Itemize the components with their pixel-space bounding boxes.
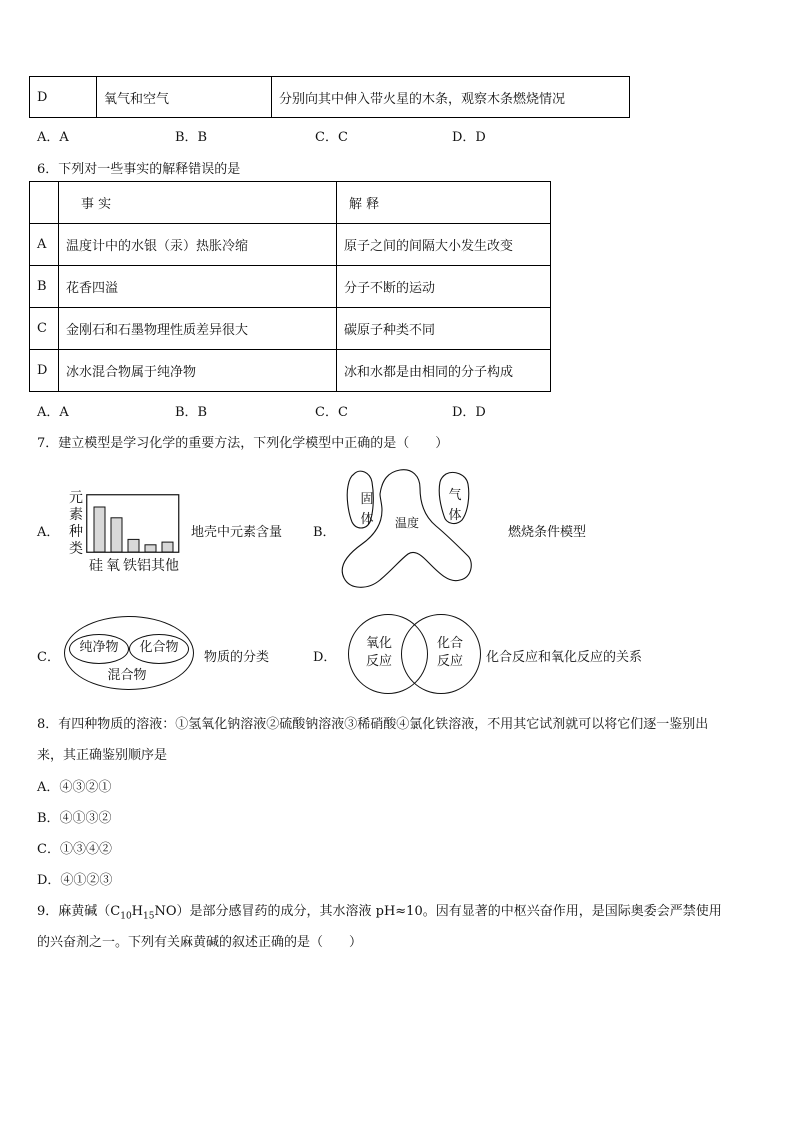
q7a-bar-硅 <box>94 507 105 552</box>
table-row <box>30 308 551 350</box>
q6-row-label: C <box>30 308 59 350</box>
q7a-bar-氧 <box>111 518 122 552</box>
q7c-inner-label-1: 纯净物 <box>79 640 119 655</box>
q6-row-explanation: 分子不断的运动 <box>337 266 551 308</box>
q8-option-b[interactable]: B．④①③② <box>37 811 112 826</box>
q8-option-d[interactable]: D．④①②③ <box>37 873 113 888</box>
q7a-bar-铁 <box>128 539 139 552</box>
q5-option-d[interactable]: D．D <box>452 130 486 145</box>
q7b-temperature-label: 温度 <box>395 516 420 530</box>
q6-options <box>37 401 637 419</box>
q7d-right-label: 化合反应 <box>436 636 463 669</box>
q7c-inner-label-2: 化合物 <box>139 640 179 655</box>
q7d-caption: 化合反应和氧化反应的关系 <box>486 650 643 665</box>
q7a-xlabel: 氧 <box>106 558 120 574</box>
q7-option-a-label[interactable]: A． <box>37 525 60 540</box>
q9-stem-line2: 的兴奋剂之一。下列有关麻黄碱的叙述正确的是（ ） <box>37 935 363 950</box>
q5-option-b[interactable]: B．B <box>175 130 208 145</box>
q5-option-c[interactable]: C．C <box>315 130 348 145</box>
q6-row-explanation: 冰和水都是由相同的分子构成 <box>337 350 551 392</box>
q7c-caption: 物质的分类 <box>204 650 270 665</box>
q7a-bar-chart <box>86 494 182 554</box>
q6-header-blank <box>30 182 59 224</box>
q7b-gas-label: 气体 <box>448 488 462 523</box>
q6-option-b[interactable]: B．B <box>175 405 208 420</box>
q8-stem-line2: 来，其正确鉴别顺序是 <box>37 748 168 763</box>
table-row <box>30 350 551 392</box>
q7a-xlabel: 其他 <box>151 558 179 574</box>
q8-option-a[interactable]: A．④③②① <box>37 780 112 795</box>
q7a-xlabels <box>89 555 179 575</box>
q6-header-fact: 事 实 <box>59 182 337 224</box>
q7a-bar-铝 <box>145 545 156 552</box>
q6-row-fact: 温度计中的水银（汞）热胀冷缩 <box>59 224 337 266</box>
q6-option-c[interactable]: C．C <box>315 405 348 420</box>
q6-row-fact: 金刚石和石墨物理性质差异很大 <box>59 308 337 350</box>
q7c-outer-label: 混合物 <box>107 668 147 683</box>
q8-stem-line1: 8．有四种物质的溶液：①氢氧化钠溶液②硫酸钠溶液③稀硝酸④氯化铁溶液，不用其它试剂就可以将它们逐一鉴别出 <box>37 717 709 732</box>
q7a-xlabel: 铝 <box>137 558 151 574</box>
q7a-ylabel <box>68 490 84 558</box>
q6-row-label: D <box>30 350 59 392</box>
q7a-ylabel-char: 素 <box>69 507 83 523</box>
q7a-bar-其他 <box>162 542 173 552</box>
q6-option-d[interactable]: D．D <box>452 405 486 420</box>
q6-stem: 6．下列对一些事实的解释错误的是 <box>37 162 241 177</box>
q7-option-d-label[interactable]: D． <box>313 650 337 665</box>
q7-option-b-label[interactable]: B． <box>313 525 336 540</box>
q6-row-fact: 花香四溢 <box>59 266 337 308</box>
q5-row-method: 分别向其中伸入带火星的木条，观察木条燃烧情况 <box>272 77 630 118</box>
q7a-caption: 地壳中元素含量 <box>191 525 283 540</box>
q5-table-last-row <box>29 76 630 118</box>
q9-stem-line1: 9．麻黄碱$(C_{10}H_{15}NO)$是部分感冒药的成分，其水溶液 pH≈10。因有显著的中枢兴奋作用，是国际奥委会严禁使用 <box>37 904 722 922</box>
q7b-caption: 燃烧条件模型 <box>508 525 587 540</box>
q7a-ylabel-char: 种 <box>69 524 83 540</box>
q6-row-explanation: 原子之间的间隔大小发生改变 <box>337 224 551 266</box>
q7-stem: 7．建立模型是学习化学的重要方法，下列化学模型中正确的是（ ） <box>37 436 449 451</box>
table-row <box>30 266 551 308</box>
table-row <box>30 224 551 266</box>
q5-options <box>37 126 637 144</box>
q7-option-c-label[interactable]: C． <box>37 650 60 665</box>
q6-row-fact: 冰水混合物属于纯净物 <box>59 350 337 392</box>
q7a-ylabel-char: 类 <box>69 541 83 557</box>
q8-option-c[interactable]: C．①③④② <box>37 842 112 857</box>
q7a-ylabel-char: 元 <box>69 490 83 506</box>
q6-row-label: A <box>30 224 59 266</box>
q7b-solid-label: 固体 <box>360 492 374 527</box>
q6-table <box>29 181 551 392</box>
q6-option-a[interactable]: A．A <box>37 405 69 420</box>
q6-header-row <box>30 182 551 224</box>
q6-row-label: B <box>30 266 59 308</box>
q7d-left-label: 氧化反应 <box>365 636 392 669</box>
q6-row-explanation: 碳原子种类不同 <box>337 308 551 350</box>
q6-header-explanation: 解 释 <box>337 182 551 224</box>
q7a-xlabel: 硅 <box>89 558 103 574</box>
q5-row-label: D <box>30 77 97 118</box>
q7a-xlabel: 铁 <box>123 558 137 574</box>
q5-row-substance: 氧气和空气 <box>97 77 272 118</box>
q5-option-a[interactable]: A．A <box>37 130 69 145</box>
